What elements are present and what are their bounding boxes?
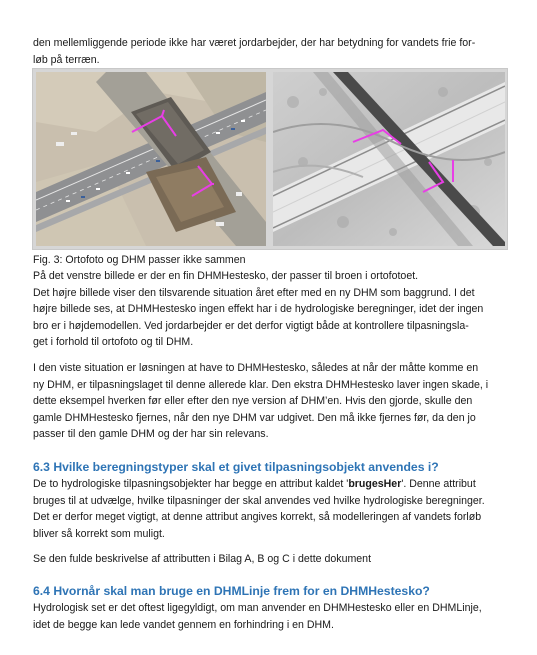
paragraph-1 (33, 268, 511, 351)
text-line: Det er derfor meget vigtigt, at denne attribut angives korrekt, så modelleringen af vandets forløb (33, 511, 482, 523)
section-heading-6-3: 6.3 Hvilke beregningstyper skal et givet tilpasningsobjekt anvendes i? (33, 460, 439, 474)
section-6-4-paragraph (33, 600, 511, 633)
text-line: bliver så korrekt som muligt. (33, 527, 165, 540)
text-run: De to hydrologiske tilpasningsobjekter har begge en attribut kaldet ' (33, 478, 349, 490)
text-line: ny DHM, er tilpasningslaget til denne allerede klar. Den ekstra DHMHestesko laver ingen skade, i (33, 378, 489, 391)
section-6-3-paragraph (33, 476, 511, 542)
paragraph-2 (33, 360, 511, 443)
text-line: I den viste situation er løsningen at have to DHMHestesko, således at når der måtte komme en (33, 362, 479, 374)
text-line: Se den fulde beskrivelse af attributten i Bilag A, B og C i dette dokument (33, 553, 372, 565)
text-line: Det højre billede viser den tilsvarende situation året efter med en ny DHM som baggrund. I det (33, 286, 475, 299)
orthophoto-image (36, 72, 266, 246)
text-line: idet de begge kan lede vandet gennem en forhindring i en DHM. (33, 618, 334, 631)
text-line: get i forhold til ortofoto og til DHM. (33, 336, 194, 348)
text-line: Hydrologisk set er det oftest ligegyldigt, om man anvender en DHMHestesko eller en DHMLinje, (33, 602, 482, 614)
dhm-image (273, 72, 505, 246)
section-6-3-note (33, 551, 511, 568)
text-line: dette eksempel hverken før eller efter den nye version af DHM’en. Hvis den gjorde, skulle den (33, 395, 473, 407)
text-run: '. Denne attribut (401, 478, 476, 490)
text-line: bro er i højdemodellen. Ved jordarbejder er det derfor vigtigt både at kontrollere tilpasningsla- (33, 319, 469, 332)
text-line: På det venstre billede er der en fin DHMHestesko, der passer til broen i ortofotoet. (33, 270, 419, 282)
text-line: højre billede ses, at DHMHestesko ingen effekt har i de hydrologiske beregninger, idet der ingen (33, 303, 484, 315)
text-line: passer til den gamle DHM og der har sin relevans. (33, 428, 269, 440)
text-line: den mellemliggende periode ikke har været jordarbejder, der har betydning for vandets frie for- (33, 37, 476, 49)
text-line (33, 476, 511, 493)
figure-caption: Fig. 3: Ortofoto og DHM passer ikke sammen (33, 254, 246, 266)
section-heading-6-4: 6.4 Hvornår skal man bruge en DHMLinje frem for en DHMHestesko? (33, 584, 430, 598)
text-line: bruges til at udvælge, hvilke tilpasninger der skal anvendes ved hvilke hydrologiske beregninger. (33, 494, 485, 507)
attribute-name: brugesHer (348, 478, 402, 490)
text-line: gamle DHMHestesko fjernes, når den nye DHM var udgivet. Den må ikke fjernes før, da den jo (33, 411, 476, 424)
figure-frame (32, 68, 508, 250)
intro-paragraph (33, 35, 511, 68)
text-line: løb på terræn. (33, 53, 100, 66)
